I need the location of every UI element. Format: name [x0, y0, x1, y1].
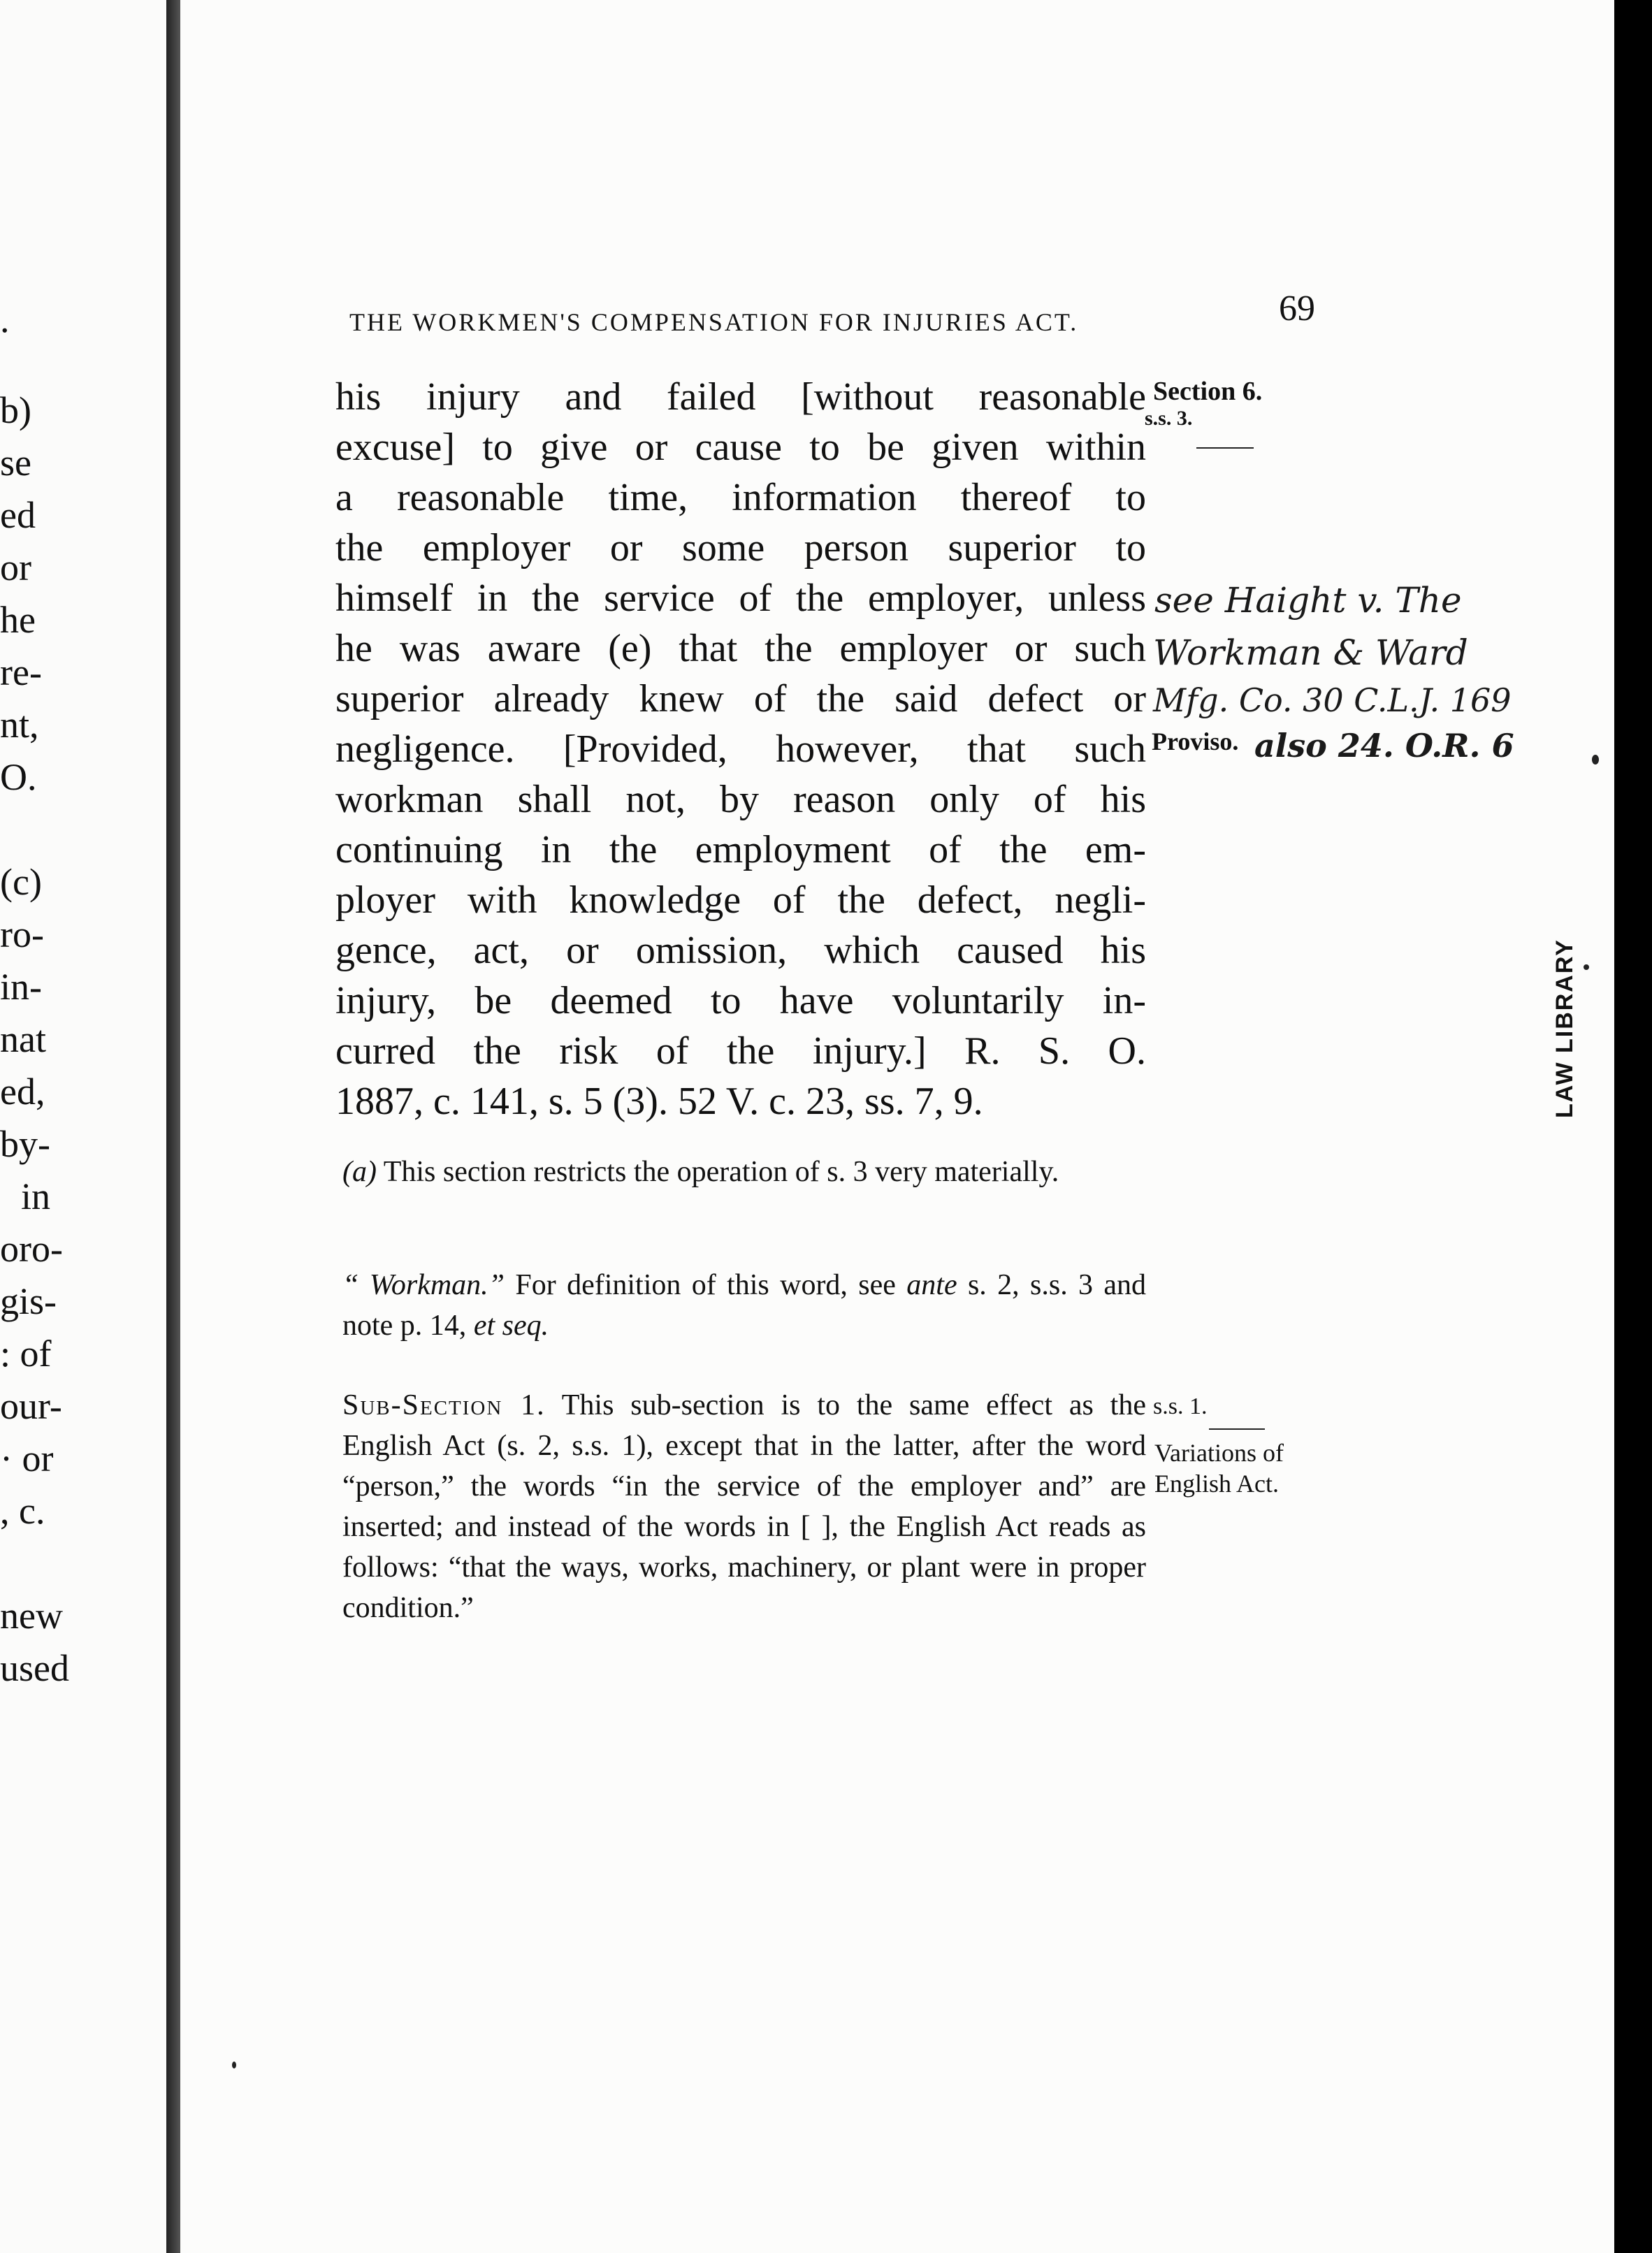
facing-page-fragment: : of — [0, 1333, 52, 1375]
facing-page-fragment: he — [0, 599, 36, 641]
facing-page-fragment: ed — [0, 494, 36, 536]
statute-text — [335, 372, 1146, 1126]
statute-line: negligence. [Provided, however, that such — [335, 727, 1146, 771]
margin-variations: Variations of — [1154, 1439, 1284, 1467]
facing-page-text — [0, 0, 166, 2253]
subsection-label: Sub-Section 1. — [342, 1389, 546, 1421]
page-number: 69 — [1279, 289, 1315, 328]
facing-page-fragment: used — [0, 1647, 69, 1689]
statute-line: curred the risk of the injury.] R. S. O. — [335, 1029, 1146, 1073]
note-text: For definition of this word, see — [515, 1269, 896, 1301]
facing-page-fragment: new — [0, 1595, 63, 1637]
statute-line: gence, act, or omission, which caused his — [335, 929, 1146, 972]
facing-page-fragment: gis- — [0, 1280, 57, 1322]
library-stamp-text: LAW LIBRARY — [1551, 939, 1578, 1118]
facing-page-fragment: O. — [0, 756, 37, 798]
term: “ Workman.” — [342, 1269, 505, 1301]
running-head: THE WORKMEN'S COMPENSATION FOR INJURIES ACT. — [349, 308, 1079, 336]
note-text: s. 2, s.s. 3 and note p. 14, — [342, 1269, 1147, 1342]
statute-line: continuing in the employment of the em- — [335, 828, 1146, 871]
workman-note — [342, 1265, 1146, 1346]
facing-page-fragment: nat — [0, 1018, 46, 1060]
margin-rule — [1209, 1428, 1265, 1430]
footnote-a — [342, 1152, 1146, 1192]
margin-rule — [1196, 447, 1254, 449]
facing-page-fragment: or — [0, 546, 31, 588]
statute-line: himself in the service of the employer, unless — [335, 577, 1146, 620]
handwritten-note-line: also 24. O.R. 6 — [1254, 727, 1514, 765]
statute-line: a reasonable time, information thereof to — [335, 476, 1146, 519]
facing-page-fragment: b) — [0, 389, 31, 431]
statute-line: the employer or some person superior to — [335, 526, 1146, 570]
statute-line: injury, be deemed to have voluntarily in- — [335, 979, 1146, 1022]
margin-section: Section 6. — [1153, 377, 1263, 406]
facing-page-fragment: nt, — [0, 704, 39, 746]
scan-edge — [1614, 0, 1652, 2253]
facing-page-fragment: our- — [0, 1385, 62, 1427]
ink-speck — [1592, 755, 1599, 765]
handwritten-note-line: see Haight v. The — [1154, 580, 1462, 621]
facing-page-fragment: · or — [0, 1437, 54, 1479]
ink-speck — [232, 2062, 236, 2069]
margin-ss1: s.s. 1. — [1153, 1393, 1208, 1419]
statute-line: he was aware (e) that the employer or such — [335, 627, 1146, 670]
handwritten-note-line: Mfg. Co. 30 C.L.J. 169 — [1153, 681, 1512, 719]
library-stamp — [1551, 867, 1593, 1118]
margin-proviso: Proviso. — [1152, 727, 1239, 755]
footnote-text: This section restricts the operation of s. 3 very materially. — [383, 1156, 1059, 1188]
gutter-shadow — [166, 0, 180, 2253]
facing-page-fragment: by- — [0, 1123, 50, 1165]
facing-page-fragment: in- — [0, 966, 42, 1008]
statute-line: 1887, c. 141, s. 5 (3). 52 V. c. 23, ss. 7, 9. — [335, 1080, 983, 1123]
statute-line: his injury and failed [without reasonable — [335, 375, 1146, 419]
ink-speck — [1584, 964, 1589, 970]
facing-page-fragment: oro- — [0, 1228, 63, 1270]
margin-subsection: s.s. 3. — [1145, 407, 1193, 430]
facing-page-fragment: , c. — [0, 1490, 45, 1532]
footnote-label: (a) — [342, 1156, 377, 1188]
statute-line: ployer with knowledge of the defect, negli- — [335, 878, 1146, 922]
statute-line: workman shall not, by reason only of his — [335, 778, 1146, 821]
statute-line: superior already knew of the said defect or — [335, 677, 1146, 720]
handwritten-note-line: Workman & Ward — [1153, 632, 1468, 673]
et-seq: et seq. — [473, 1310, 549, 1342]
facing-page-fragment: in — [21, 1175, 51, 1217]
statute-line: excuse] to give or cause to be given within — [335, 426, 1146, 469]
ante: ante — [906, 1269, 957, 1301]
subsection-note — [342, 1385, 1146, 1628]
facing-page-fragment: . — [0, 298, 10, 340]
facing-page-fragment: se — [0, 442, 31, 484]
facing-page-fragment: ed, — [0, 1071, 45, 1113]
margin-variations: English Act. — [1154, 1470, 1279, 1498]
facing-page-fragment: re- — [0, 651, 42, 693]
facing-page-fragment: (c) — [0, 861, 42, 903]
facing-page-fragment: ro- — [0, 913, 44, 955]
facing-page — [0, 0, 166, 2253]
subsection-text: This sub-section is to the same effect as the English Act (s. 2, s.s. 1), except that in the latter, after the word “person,” the words “in the service of the employer and” are inserted; and instead of the words in [ ], the English Act reads as follows: “that the ways, works, machinery, or plant were in proper condition.” — [342, 1389, 1146, 1624]
book-page — [180, 0, 1614, 2253]
